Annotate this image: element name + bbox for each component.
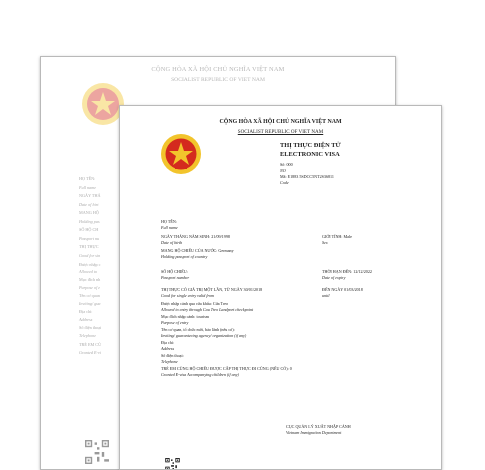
national-emblem-icon	[160, 133, 202, 180]
back-field-label: Granted E-vi	[79, 350, 101, 355]
back-field-label: TRẺ EM CÙ	[79, 342, 102, 347]
back-field-label: Địa chỉ:	[79, 309, 93, 314]
date-of-expiry-en: Date of expiry	[322, 275, 346, 280]
address: Địa chỉ:	[161, 340, 175, 345]
valid-from-en: Good for single entry valid from	[161, 293, 214, 298]
date-of-birth: NGÀY THÁNG NĂM SINH: 21/09/1998	[161, 234, 230, 239]
date-of-expiry: THỜI HẠN ĐẾN: 12/12/2022	[322, 269, 372, 274]
passport-country-en: Holding passport of country	[161, 254, 208, 259]
visa-code: Mã: E1883 5SDCC5NT2S36811	[280, 174, 334, 179]
visa-number: Số: 000	[280, 162, 293, 167]
back-field-label: Được nhập c	[79, 262, 101, 267]
issuing-authority: CỤC QUẢN LÝ XUẤT NHẬP CẢNH	[286, 424, 351, 429]
full-name-label-en: Full name	[161, 225, 178, 230]
back-header-vn: CỘNG HÒA XÃ HỘI CHỦ NGHĨA VIỆT NAM	[151, 66, 285, 73]
back-field-label: Telephone	[79, 333, 97, 338]
back-field-label: Allowed to	[79, 269, 98, 274]
back-field-label: Passport nu	[79, 236, 100, 241]
header-vn: CỘNG HÒA XÃ HỘI CHỦ NGHĨA VIỆT NAM	[219, 119, 342, 125]
back-field-label: Số điện thoại	[79, 325, 102, 330]
back-field-label: Mục đích nh	[79, 277, 101, 282]
back-field-label: Address	[79, 317, 93, 322]
passport-number-en: Passport number	[161, 275, 190, 280]
address-en: Address	[161, 346, 175, 351]
visa-number-en: NO	[280, 168, 286, 173]
qr-code-icon	[165, 458, 180, 470]
header-en: SOCIALIST REPUBLIC OF VIET NAM	[237, 129, 324, 135]
full-name-label: HỌ TÊN:	[161, 219, 177, 224]
sex: GIỚI TÍNH: Male	[322, 234, 352, 239]
visa-code-label: Code	[280, 180, 289, 185]
valid-until-en: until	[322, 293, 330, 298]
back-field-label: THỊ THỰC	[79, 244, 99, 249]
back-header-en: SOCIALIST REPUBLIC OF VIET NAM	[171, 77, 265, 83]
back-field-label: HỌ TÊN:	[79, 176, 96, 181]
back-field-label: SỐ HỘ CH	[79, 227, 99, 232]
qr-code-icon	[85, 440, 109, 469]
visa-title-en: ELECTRONIC VISA	[280, 151, 340, 158]
sex-en: Sex	[322, 240, 328, 245]
back-field-label: Good for sin	[79, 253, 101, 258]
visa-title-vn: THỊ THỰC ĐIỆN TỬ	[280, 142, 341, 149]
telephone: Số điện thoại:	[161, 353, 184, 358]
telephone-en: Telephone	[161, 359, 178, 364]
passport-number: SỐ HỘ CHIẾU:	[161, 269, 188, 274]
back-field-label: NGÀY THÁ	[79, 193, 101, 198]
accompanying-children-en: Granted E-visa Accompanying children (if any)	[161, 372, 239, 377]
back-field-label: Full name	[79, 185, 97, 190]
inviting-organization: Tên cơ quan, tổ chức mời, bảo lãnh (nếu có):	[161, 327, 235, 332]
inviting-organization-en: Inviting/ guaranteeing agency/ organization (if any)	[161, 333, 247, 338]
valid-from: THỊ THỰC CÓ GIÁ TRỊ MỘT LẦN, TỪ NGÀY 30/01/2018	[161, 287, 263, 292]
valid-until: ĐẾN NGÀY 01/03/2018	[322, 287, 363, 292]
front-visa-page	[119, 105, 442, 470]
entry-purpose: Mục đích nhập cảnh: tourism	[161, 314, 209, 319]
entry-checkpoint: Được nhập cảnh qua cửa khẩu: Cửa Treo	[161, 301, 229, 306]
back-field-label: Date of birt	[79, 202, 99, 207]
issuing-authority-en: Vietnam Immigration Department	[286, 430, 342, 435]
accompanying-children: TRẺ EM CÙNG HỘ CHIẾU ĐƯỢC CẤP THỊ THỰC ĐI CÙNG (NẾU CÓ): 0	[161, 366, 292, 371]
back-field-label: Inviting/ gua	[79, 301, 101, 306]
back-field-label: Tên cơ quan	[79, 293, 100, 298]
entry-purpose-en: Purpose of entry	[161, 320, 189, 325]
back-field-label: Holding pas	[79, 219, 100, 224]
date-of-birth-en: Date of birth	[161, 240, 183, 245]
entry-checkpoint-en: Allowed to entry through Cau Treo Landport checkpoint	[161, 307, 254, 312]
passport-country: MANG HỘ CHIẾU CỦA NƯỚC: Germany	[161, 248, 234, 253]
back-field-label: MANG HỘ	[79, 210, 99, 215]
back-field-label: Purpose of e	[79, 285, 101, 290]
